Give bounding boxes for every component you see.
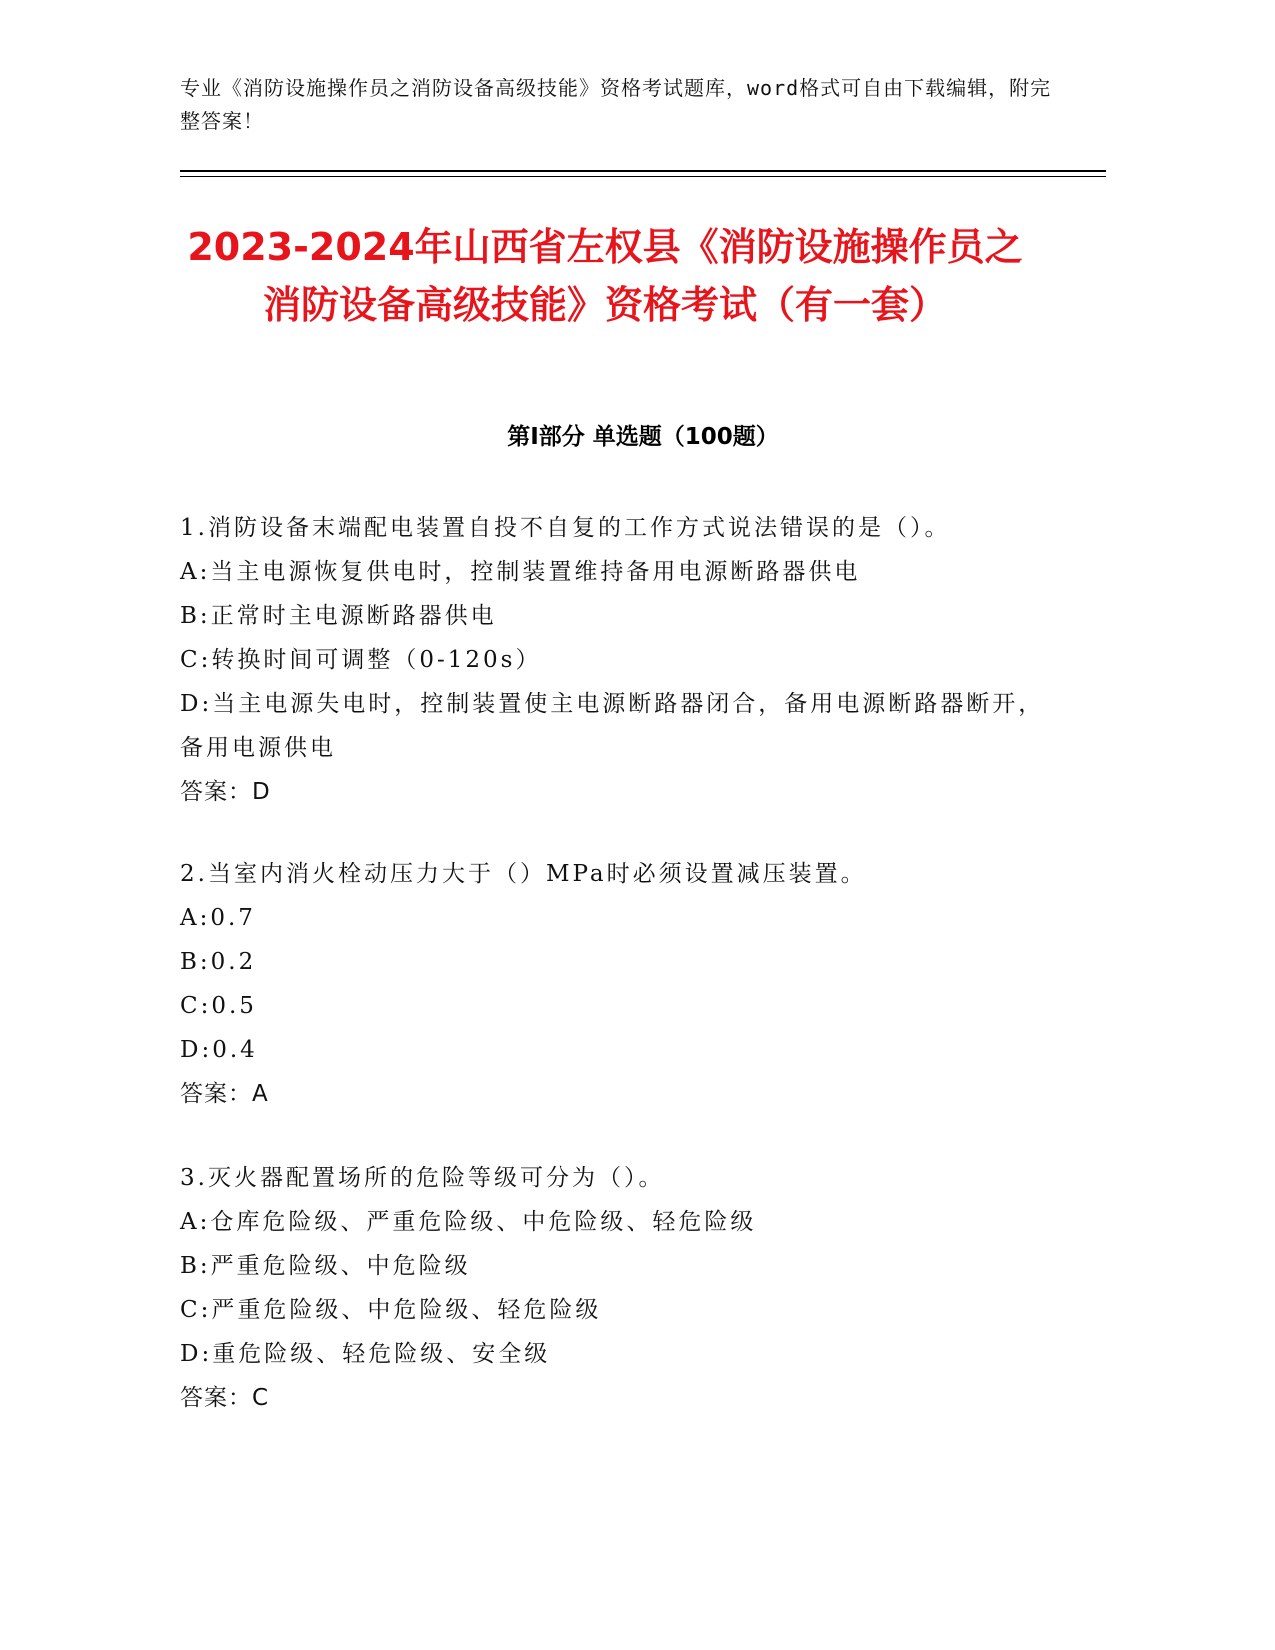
option-d: D:0.4 [180,1037,258,1063]
option-c: C:0.5 [180,993,257,1019]
question-stem: 3.灭火器配置场所的危险等级可分为（）。 [180,1165,665,1191]
option-d: D:重危险级、轻危险级、安全级 [180,1341,551,1367]
option-c: C:转换时间可调整（0-120s） [180,647,542,673]
answer: 答案：D [180,779,271,805]
question-stem: 1.消防设备末端配电装置自投不自复的工作方式说法错误的是（）。 [180,515,951,541]
section-heading: 第Ⅰ部分 单选题（100题） [507,424,779,450]
header-divider-thick [180,170,1106,172]
question-2 [180,852,1060,1116]
answer: 答案：C [180,1385,270,1411]
header-notice: 专业《消防设施操作员之消防设备高级技能》资格考试题库，word格式可自由下载编辑，附完整答案！ [180,76,1052,133]
option-c: C:严重危险级、中危险级、轻危险级 [180,1297,602,1323]
option-a: A:仓库危险级、严重危险级、中危险级、轻危险级 [180,1209,757,1235]
question-stem: 2.当室内消火栓动压力大于（）MPa时必须设置减压装置。 [180,861,867,887]
option-b: B:严重危险级、中危险级 [180,1253,471,1279]
answer: 答案：A [180,1081,269,1107]
option-b: B:正常时主电源断路器供电 [180,603,497,629]
option-d: D:当主电源失电时，控制装置使主电源断路器闭合，备用电源断路器断开，备用电源供电 [180,691,1045,761]
document-title: 2023-2024年山西省左权县《消防设施操作员之消防设备高级技能》资格考试（有一套） [187,225,1023,327]
option-b: B:0.2 [180,949,257,975]
option-a: A:当主电源恢复供电时，控制装置维持备用电源断路器供电 [180,559,861,585]
option-a: A:0.7 [180,905,256,931]
question-1 [180,506,1060,814]
header-divider-thin [180,176,1106,177]
question-3 [180,1156,1060,1420]
